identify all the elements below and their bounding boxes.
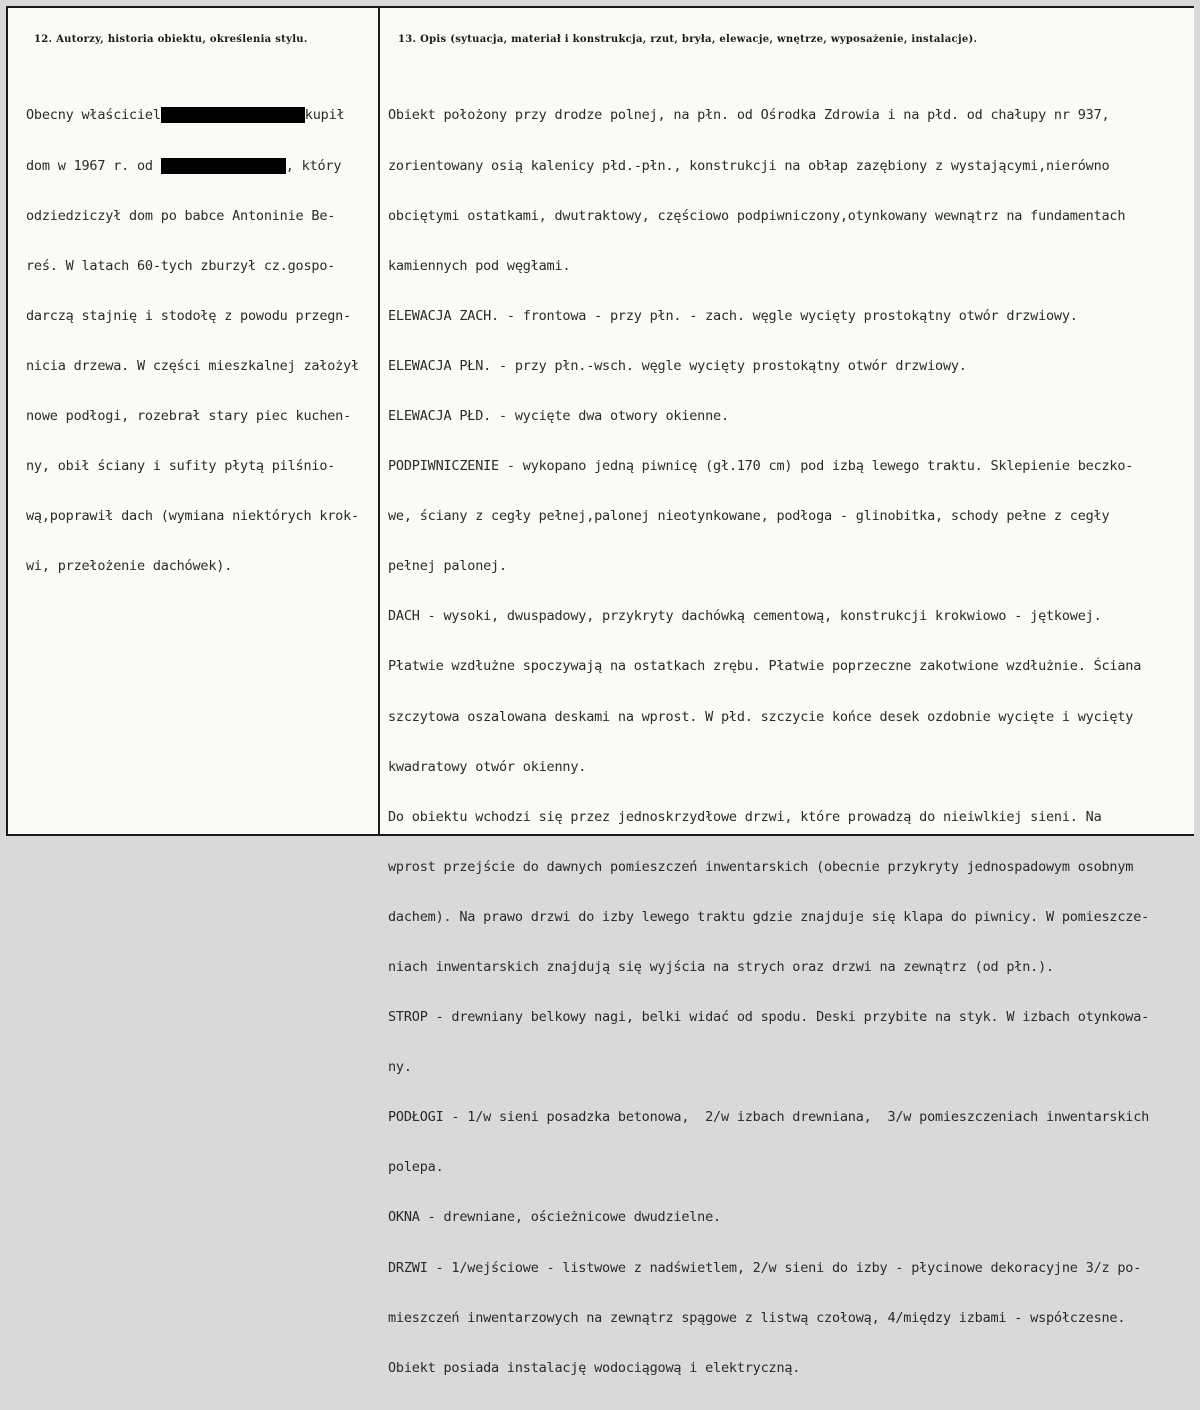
text-line: nowe podłogi, rozebrał stary piec kuchen- xyxy=(26,407,352,424)
text-line: pełnej palonej. xyxy=(388,558,507,575)
text-line: Obiekt posiada instalację wodociągową i elektryczną. xyxy=(388,1359,801,1376)
text-line: kwadratowy otwór okienny. xyxy=(388,758,587,775)
text-line: ny. xyxy=(388,1059,412,1076)
section-13-text xyxy=(388,74,1149,1410)
section-12-header: 12. Autorzy, historia obiektu, określenia stylu. xyxy=(34,34,308,45)
text-line: reś. W latach 60-tych zburzył cz.gospo- xyxy=(26,257,336,274)
text-line: szczytowa oszalowana deskami na wprost. W płd. szczycie końce desek ozdobnie wycięte i wycięty xyxy=(388,708,1134,725)
section-12-text xyxy=(26,74,359,608)
column-divider xyxy=(378,8,380,834)
text-line: niach inwentarskich znajdują się wyjścia na strych oraz drzwi na zewnątrz (od płn.). xyxy=(388,959,1054,975)
record-card xyxy=(6,6,1194,1376)
text-line: dachem). Na prawo drzwi do izby lewego traktu gdzie znajduje się klapa do piwnicy. W pomieszcze- xyxy=(388,908,1150,925)
text-line: wi, przełożenie dachówek). xyxy=(26,558,233,575)
text-line: odziedziczył dom po babce Antoninie Be- xyxy=(26,207,336,224)
text-line: polepa. xyxy=(388,1159,444,1176)
text-line: ny, obił ściany i sufity płytą pilśnio- xyxy=(26,458,336,475)
text-line: dom w 1967 r. od , który xyxy=(26,157,342,174)
text-line: DACH - wysoki, dwuspadowy, przykryty dachówką cementową, konstrukcji krokwiowo - jętkowej. xyxy=(388,608,1102,625)
text-line: we, ściany z cegły pełnej,palonej nieotynkowane, podłoga - glinobitka, schody pełne z cegły xyxy=(388,508,1110,525)
text-line: ELEWACJA PŁN. - przy płn.-wsch. węgle wycięty prostokątny otwór drzwiowy. xyxy=(388,357,967,374)
text-line: nicia drzewa. W części mieszkalnej założył xyxy=(26,357,359,374)
redaction-bar xyxy=(161,107,305,123)
text-line: Obiekt położony przy drodze polnej, na płn. od Ośrodka Zdrowia i na płd. od chałupy nr 937, xyxy=(388,107,1110,124)
text-line: Obecny właściciel kupił xyxy=(26,107,345,124)
text-line: PODŁOGI - 1/w sieni posadzka betonowa, 2/w izbach drewniana, 3/w pomieszczeniach inwentarskich xyxy=(388,1109,1150,1126)
text-line: darczą stajnię i stodołę z powodu przegn- xyxy=(26,307,352,324)
section-13-header: 13. Opis (sytuacja, materiał i konstrukcja, rzut, bryła, elewacje, wnętrze, wyposażenie, instalacje). xyxy=(398,34,978,45)
text-line: STROP - drewniany belkowy nagi, belki widać od spodu. Deski przybite na styk. W izbach otynkowa- xyxy=(388,1009,1150,1026)
text-line: kamiennych pod węgłami. xyxy=(388,257,571,274)
redaction-bar xyxy=(161,158,286,174)
text-line: obciętymi ostatkami, dwutraktowy, częściowo podpiwniczony,otynkowany wewnątrz na fundamentach xyxy=(388,207,1126,224)
text-line: PODPIWNICZENIE - wykopano jedną piwnicę (gł.170 cm) pod izbą lewego traktu. Sklepienie beczko- xyxy=(388,458,1134,475)
text-line: mieszczeń inwentarzowych na zewnątrz spągowe z listwą czołową, 4/między izbami - współczesne. xyxy=(388,1309,1126,1326)
text-line: ELEWACJA ZACH. - frontowa - przy płn. - zach. węgle wycięty prostokątny otwór drzwiowy. xyxy=(388,307,1078,324)
text-line: OKNA - drewniane, ościeżnicowe dwudzielne. xyxy=(388,1209,721,1226)
text-line: wprost przejście do dawnych pomieszczeń inwentarskich (obecnie przykryty jednospadowym osobnym xyxy=(388,858,1134,875)
text-line: Płatwie wzdłużne spoczywają na ostatkach zrębu. Płatwie poprzeczne zakotwione wzdłużnie. Ściana xyxy=(388,658,1142,675)
text-line: wą,poprawił dach (wymiana niektórych krok- xyxy=(26,508,359,525)
text-line: DRZWI - 1/wejściowe - listwowe z nadświetlem, 2/w sieni do izby - płycinowe dekoracyjne 3/z po- xyxy=(388,1259,1142,1276)
text-line: zorientowany osią kalenicy płd.-płn., konstrukcji na obłap zazębiony z wystającymi,nierówno xyxy=(388,157,1110,174)
text-line: Do obiektu wchodzi się przez jednoskrzydłowe drzwi, które prowadzą do nieiwlkiej sieni. Na xyxy=(388,808,1102,825)
text-line: ELEWACJA PŁD. - wycięte dwa otwory okienne. xyxy=(388,407,729,424)
